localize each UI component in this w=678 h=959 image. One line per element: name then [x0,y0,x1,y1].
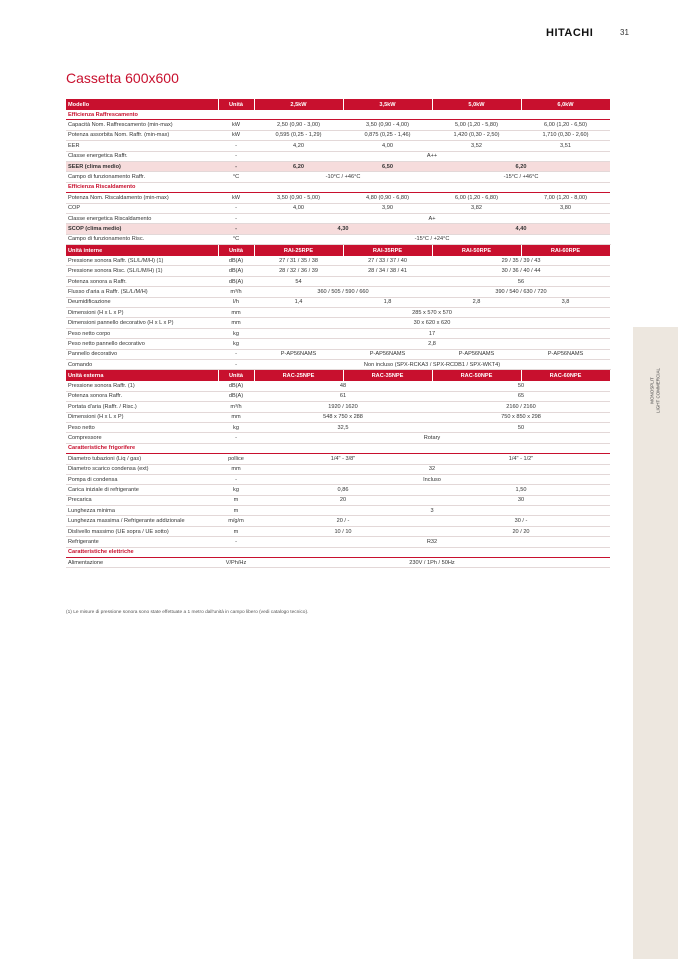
value-cell: 3,82 [432,203,521,213]
row-label: Pressione sonora Raffr. (SL/L/M/H) (1) [66,256,218,266]
value-cell: 20 / 20 [432,526,610,536]
unit-cell: dB(A) [218,381,254,391]
value-cell: 548 x 750 x 288 [254,412,432,422]
table-row [66,213,610,223]
table-row [66,516,610,526]
unit-cell: m [218,495,254,505]
value-cell: 32,5 [254,422,432,432]
value-cell: 3,50 (0,90 - 5,00) [254,193,343,203]
value-cell: RAC-60NPE [521,370,610,382]
row-label: Potenza sonora Raffr. [66,391,218,401]
unit-cell: m³/h [218,287,254,297]
unit-cell: - [218,161,254,171]
table-row [66,454,610,464]
unit-cell: mm [218,412,254,422]
value-cell: 3,90 [343,203,432,213]
value-cell: 3 [254,506,610,516]
value-cell: Non incluso (SPX-RCKA3 / SPX-RCDB1 / SPX-WKT4) [254,359,610,369]
row-label: Comando [66,359,218,369]
unit-cell: - [218,151,254,161]
value-cell: Incluso [254,474,610,484]
value-cell: 1/4" - 1/2" [432,454,610,464]
row-label: Diametro scarico condensa (ext) [66,464,218,474]
unit-cell: - [218,474,254,484]
value-cell: 0,86 [254,485,432,495]
value-cell: 1,420 (0,30 - 2,50) [432,130,521,140]
section-header-row [66,443,610,453]
row-label: Carica iniziale di refrigerante [66,485,218,495]
value-cell [343,276,432,286]
value-cell: 32 [254,464,610,474]
unit-cell: kg [218,485,254,495]
value-cell: 3,5kW [343,99,432,110]
value-cell: -10°C / +46°C [254,172,432,182]
value-cell: 20 / - [254,516,432,526]
value-cell: RAI-50RPE [432,245,521,257]
table-row [66,558,610,568]
table-row [66,328,610,338]
row-label: SCOP (clima medio) [66,224,218,234]
row-label: Pompa di condensa [66,474,218,484]
row-label: Precarica [66,495,218,505]
value-cell: 230V / 1Ph / 50Hz [254,558,610,568]
value-cell: 30 / 36 / 40 / 44 [432,266,610,276]
unit-cell: - [218,359,254,369]
unit-cell: °C [218,234,254,244]
table-row [66,120,610,130]
value-cell: 6,00 (1,20 - 6,80) [432,193,521,203]
unit-cell: dB(A) [218,256,254,266]
value-cell: RAC-25NPE [254,370,343,382]
row-label: Efficienza Riscaldamento [66,182,610,192]
table-row [66,193,610,203]
unit-cell: dB(A) [218,266,254,276]
value-cell: 28 / 34 / 38 / 41 [343,266,432,276]
value-cell: RAC-35NPE [343,370,432,382]
value-cell: 3,51 [521,141,610,151]
value-cell: 5,0kW [432,99,521,110]
row-label: SEER (clima medio) [66,161,218,171]
table-row [66,141,610,151]
side-tab-label-line: LIGHT COMMERCIAL [655,368,660,413]
row-label: Alimentazione [66,558,218,568]
value-cell: RAI-35RPE [343,245,432,257]
value-cell: 750 x 850 x 298 [432,412,610,422]
table-row [66,464,610,474]
table-row [66,276,610,286]
table-row [66,391,610,401]
value-cell: 28 / 32 / 36 / 39 [254,266,343,276]
value-cell: 6,00 (1,20 - 6,50) [521,120,610,130]
table-row [66,339,610,349]
value-cell: -15°C / +24°C [254,234,610,244]
row-label: Capacità Nom. Raffrescamento (min-max) [66,120,218,130]
value-cell: 65 [432,391,610,401]
row-label: Classe energetica Riscaldamento [66,213,218,223]
value-cell: A++ [254,151,610,161]
value-cell: 2,8 [432,297,521,307]
value-cell: 6,50 [343,161,432,171]
table-row [66,433,610,443]
value-cell: 2160 / 2160 [432,402,610,412]
row-label: Peso netto pannello decorativo [66,339,218,349]
row-label: Flusso d'aria a Raffr. (SL/L/M/H) [66,287,218,297]
unit-cell: kW [218,120,254,130]
unit-cell: pollice [218,454,254,464]
value-cell: 6,0kW [521,99,610,110]
value-cell: 1/4" - 3/8" [254,454,432,464]
unit-cell: m/g/m [218,516,254,526]
value-cell: 30 x 620 x 620 [254,318,610,328]
unit-cell: kW [218,193,254,203]
unit-cell: kg [218,422,254,432]
row-label: Modello [66,99,218,110]
unit-cell: V/Ph/Hz [218,558,254,568]
unit-cell: - [218,433,254,443]
table-header-row [66,370,610,382]
table-row [66,203,610,213]
table-header-row [66,99,610,110]
row-label: Classe energetica Raffr. [66,151,218,161]
row-label: Potenza assorbita Nom. Raffr. (min-max) [66,130,218,140]
value-cell: 4,20 [254,141,343,151]
table-row [66,359,610,369]
unit-cell: - [218,203,254,213]
row-label: Dislivello massimo (UE sopra / UE sotto) [66,526,218,536]
row-label: Caratteristiche frigorifere [66,443,610,453]
row-label: Pressione sonora Risc. (SL/L/M/H) (1) [66,266,218,276]
value-cell: 0,595 (0,25 - 1,29) [254,130,343,140]
value-cell: 4,00 [254,203,343,213]
value-cell: 390 / 540 / 630 / 720 [432,287,610,297]
value-cell: R32 [254,537,610,547]
footnote: (1) Le misure di pressione sonora sono state effettuate a 1 metro dall'unità in campo libero (vedi catalogo tecnico). [66,610,309,615]
value-cell: -15°C / +46°C [432,172,610,182]
table-row [66,297,610,307]
value-cell: Rotary [254,433,610,443]
table-row [66,266,610,276]
value-cell: 4,00 [343,141,432,151]
unit-cell: °C [218,172,254,182]
table-row [66,172,610,182]
value-cell: RAI-25RPE [254,245,343,257]
row-label: Campo di funzionamento Risc. [66,234,218,244]
unit-cell: dB(A) [218,391,254,401]
table-row [66,318,610,328]
unit-cell: - [218,537,254,547]
unit-cell: m [218,526,254,536]
row-label: Unità esterna [66,370,218,382]
value-cell: 10 / 10 [254,526,432,536]
value-cell: 4,30 [254,224,432,234]
side-tab-label-line: MONOSPLIT [649,377,655,404]
row-label: Portata d'aria (Raffr. / Risc.) [66,402,218,412]
side-tab-label [650,356,661,426]
value-cell: 2,50 (0,90 - 3,00) [254,120,343,130]
value-cell: 56 [432,276,610,286]
unit-cell: kg [218,339,254,349]
table-row [66,349,610,359]
unit-cell: - [218,141,254,151]
value-cell: 17 [254,328,610,338]
value-cell: 48 [254,381,432,391]
table-row [66,485,610,495]
row-label: Pannello decorativo [66,349,218,359]
unit-cell: Unità [218,245,254,257]
unit-cell: Unità [218,99,254,110]
unit-cell: l/h [218,297,254,307]
unit-cell: - [218,349,254,359]
row-label: Lunghezza massima / Refrigerante addizionale [66,516,218,526]
value-cell: P-AP56NAMS [343,349,432,359]
spec-table-body [66,99,610,568]
value-cell: 2,8 [254,339,610,349]
table-row [66,526,610,536]
row-label: Peso netto corpo [66,328,218,338]
table-row [66,474,610,484]
unit-cell: kW [218,130,254,140]
value-cell: 3,52 [432,141,521,151]
unit-cell: kg [218,328,254,338]
value-cell: P-AP56NAMS [521,349,610,359]
value-cell: 20 [254,495,432,505]
table-row [66,506,610,516]
value-cell: 6,20 [432,161,610,171]
value-cell: 3,8 [521,297,610,307]
value-cell: 61 [254,391,432,401]
row-label: Unità interne [66,245,218,257]
row-label: Efficienza Raffrescamento [66,110,610,120]
value-cell: 1920 / 1620 [254,402,432,412]
value-cell: 27 / 31 / 35 / 38 [254,256,343,266]
table-row [66,287,610,297]
row-label: Dimensioni (H x L x P) [66,308,218,318]
value-cell: 3,50 (0,90 - 4,00) [343,120,432,130]
section-header-row [66,547,610,557]
value-cell: 29 / 35 / 39 / 43 [432,256,610,266]
unit-cell: - [218,224,254,234]
value-cell: 285 x 570 x 570 [254,308,610,318]
table-row [66,151,610,161]
value-cell: 50 [432,422,610,432]
table-row [66,381,610,391]
value-cell: 27 / 33 / 37 / 40 [343,256,432,266]
value-cell: 1,50 [432,485,610,495]
row-label: Lunghezza minima [66,506,218,516]
row-label: Peso netto [66,422,218,432]
row-label: Pressione sonora Raffr. (1) [66,381,218,391]
row-label: Dimensioni pannello decorativo (H x L x P) [66,318,218,328]
row-label: Potenza sonora a Raffr. [66,276,218,286]
table-row [66,402,610,412]
row-label: Potenza Nom. Riscaldamento (min-max) [66,193,218,203]
table-row [66,422,610,432]
value-cell: 1,4 [254,297,343,307]
unit-cell: mm [218,464,254,474]
brand-logo: HITACHI [546,27,594,39]
value-cell: P-AP56NAMS [432,349,521,359]
value-cell: 30 [432,495,610,505]
value-cell: 5,00 (1,20 - 5,80) [432,120,521,130]
row-label: Deumidificazione [66,297,218,307]
value-cell: 1,710 (0,30 - 2,60) [521,130,610,140]
unit-cell: dB(A) [218,276,254,286]
unit-cell: m [218,506,254,516]
unit-cell: mm [218,318,254,328]
value-cell: 30 / - [432,516,610,526]
value-cell: A+ [254,213,610,223]
value-cell: 1,8 [343,297,432,307]
spec-table [66,99,611,568]
table-row [66,234,610,244]
table-row [66,308,610,318]
row-label: Refrigerante [66,537,218,547]
page-number: 31 [620,28,629,37]
value-cell: RAC-50NPE [432,370,521,382]
row-label: Dimensioni (H x L x P) [66,412,218,422]
value-cell: 4,80 (0,90 - 6,80) [343,193,432,203]
unit-cell: Unità [218,370,254,382]
row-label: Diametro tubazioni (Liq / gas) [66,454,218,464]
unit-cell: mm [218,308,254,318]
table-header-row [66,245,610,257]
value-cell: RAI-60RPE [521,245,610,257]
value-cell: 0,875 (0,25 - 1,46) [343,130,432,140]
value-cell: 6,20 [254,161,343,171]
value-cell: 4,40 [432,224,610,234]
row-label: Compressore [66,433,218,443]
section-header-row [66,110,610,120]
value-cell: 2,5kW [254,99,343,110]
table-row [66,130,610,140]
value-cell: 360 / 505 / 590 / 660 [254,287,432,297]
table-row [66,161,610,171]
value-cell: 50 [432,381,610,391]
unit-cell: - [218,213,254,223]
row-label: COP [66,203,218,213]
row-label: Caratteristiche elettriche [66,547,610,557]
row-label: Campo di funzionamento Raffr. [66,172,218,182]
table-row [66,537,610,547]
value-cell: P-AP56NAMS [254,349,343,359]
page-title: Cassetta 600x600 [66,70,179,86]
table-row [66,412,610,422]
table-row [66,495,610,505]
table-row [66,224,610,234]
unit-cell: m³/h [218,402,254,412]
row-label: EER [66,141,218,151]
table-row [66,256,610,266]
section-header-row [66,182,610,192]
value-cell: 3,80 [521,203,610,213]
value-cell: 7,00 (1,20 - 8,00) [521,193,610,203]
value-cell: 54 [254,276,343,286]
